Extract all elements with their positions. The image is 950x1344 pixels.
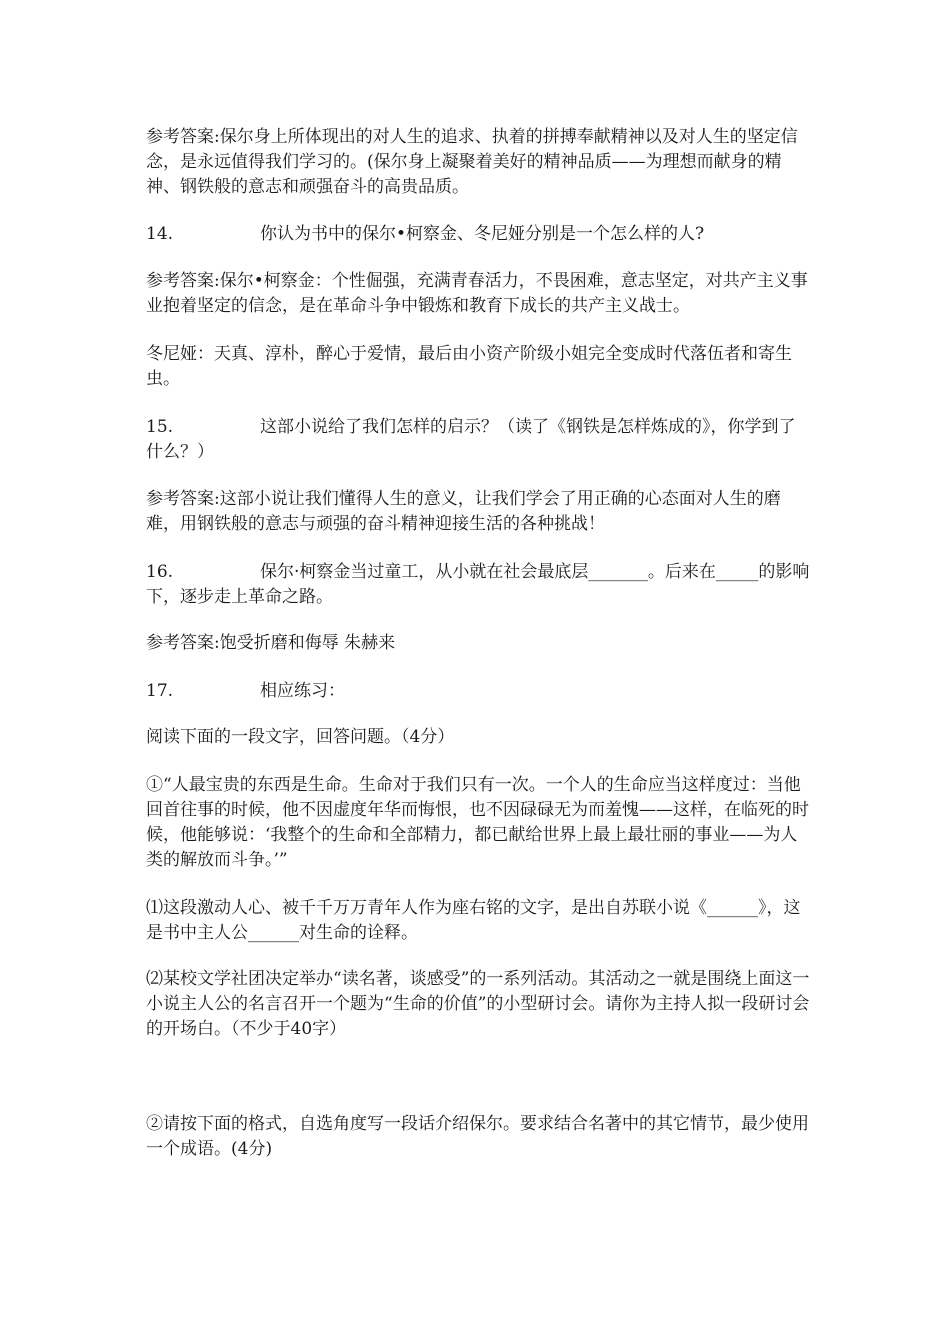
question-16 — [146, 560, 810, 610]
question-14 — [146, 222, 810, 247]
question-15 — [146, 415, 810, 465]
answer-paragraph: 参考答案:保尔身上所体现出的对人生的追求、执着的拼搏奉献精神以及对人生的坚定信念，是永远值得我们学习的。(保尔身上凝聚着美好的精神品质——为理想而献身的精神、钢铁般的意志和顽强奋斗的高贵品质。 — [146, 127, 798, 197]
answer-paragraph: 参考答案:这部小说让我们懂得人生的意义，让我们学会了用正确的心态面对人生的磨难，用钢铁般的意志与顽强的奋斗精神迎接生活的各种挑战！ — [146, 489, 781, 534]
subquestion-1: ⑴这段激动人心、被千千万万青年人作为座右铭的文字，是出自苏联小说《______》，这是书中主人公______对生命的诠释。 — [146, 898, 801, 943]
question-text: 相应练习： — [260, 681, 345, 701]
question-text: 这部小说给了我们怎样的启示？（读了《钢铁是怎样炼成的》，你学到了什么？） — [146, 417, 796, 462]
answer-paragraph: 参考答案:保尔•柯察金：个性倔强，充满青春活力，不畏困难，意志坚定，对共产主义事业抱着坚定的信念，是在革命斗争中锻炼和教育下成长的共产主义战士。 — [146, 271, 808, 316]
question-text: 你认为书中的保尔•柯察金、冬尼娅分别是一个怎么样的人? — [260, 224, 705, 244]
question-number: 15. — [146, 417, 174, 437]
instruction-paragraph: 阅读下面的一段文字，回答问题。（4分） — [146, 727, 455, 747]
quote-paragraph: ①“人最宝贵的东西是生命。生命对于我们只有一次。一个人的生命应当这样度过：当他回首往事的时候，他不因虚度年华而悔恨，也不因碌碌无为而羞愧——这样，在临死的时候，他能够说：‘我整个的生命和全部精力，都已献给世界上最上最壮丽的事业——为人类的解放而斗争。’” — [146, 775, 809, 870]
subquestion-2: ⑵某校文学社团决定举办“读名著，谈感受”的一系列活动。其活动之一就是围绕上面这一小说主人公的名言召开一个题为“生命的价值”的小型研讨会。请你为主持人拟一段研讨会的开场白。（不少于40字） — [146, 969, 810, 1039]
question-text: 保尔·柯察金当过童工，从小就在社会最底层_______。后来在_____的影响下，逐步走上革命之路。 — [146, 562, 810, 607]
question-number: 16. — [146, 562, 174, 582]
exercise-2: ②请按下面的格式，自选角度写一段话介绍保尔。要求结合名著中的其它情节，最少使用一个成语。(4分) — [146, 1114, 809, 1159]
answer-paragraph: 冬尼娅：天真、淳朴，醉心于爱情，最后由小资产阶级小姐完全变成时代落伍者和寄生虫。 — [146, 344, 792, 389]
question-number: 17. — [146, 681, 174, 701]
question-number: 14. — [146, 224, 174, 244]
answer-paragraph: 参考答案:饱受折磨和侮辱 朱赫来 — [146, 633, 396, 653]
question-17 — [146, 679, 810, 704]
